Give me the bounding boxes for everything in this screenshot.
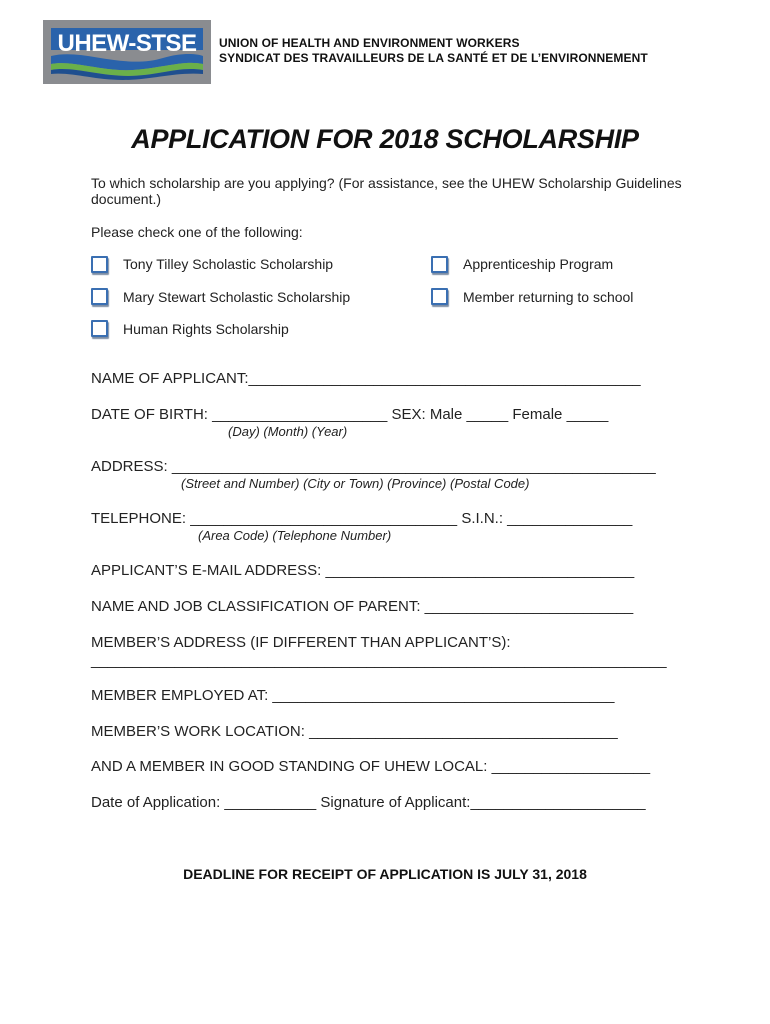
logo-wordmark: UHEW-STSE: [57, 30, 197, 57]
checkbox-mary-stewart[interactable]: [91, 288, 108, 305]
field-email[interactable]: APPLICANT’S E-MAIL ADDRESS: _____________________________________: [91, 562, 635, 579]
intro-line-1: To which scholarship are you applying? (For assistance, see the UHEW Scholarship Guidelines: [91, 175, 682, 191]
field-date-of-birth-sex[interactable]: DATE OF BIRTH: _____________________ SEX: Male _____ Female _____: [91, 406, 609, 423]
deadline-notice: DEADLINE FOR RECEIPT OF APPLICATION IS JULY 31, 2018: [183, 866, 587, 882]
option-label-apprenticeship: Apprenticeship Program: [463, 256, 614, 272]
check-prompt: Please check one of the following:: [91, 224, 303, 240]
option-label-human-rights: Human Rights Scholarship: [123, 321, 289, 337]
option-label-member-returning: Member returning to school: [463, 289, 634, 305]
checkbox-member-returning[interactable]: [431, 288, 448, 305]
field-member-employed-at[interactable]: MEMBER EMPLOYED AT: _________________________________________: [91, 687, 615, 704]
field-member-work-location[interactable]: MEMBER’S WORK LOCATION: _____________________________________: [91, 723, 618, 740]
hint-address: (Street and Number) (City or Town) (Province) (Postal Code): [181, 476, 530, 491]
org-name-french: SYNDICAT DES TRAVAILLEURS DE LA SANTÉ ET DE L’ENVIRONNEMENT: [219, 51, 648, 65]
option-label-tony-tilley: Tony Tilley Scholastic Scholarship: [123, 256, 334, 272]
org-name-english: UNION OF HEALTH AND ENVIRONMENT WORKERS: [219, 36, 520, 50]
checkbox-tony-tilley[interactable]: [91, 256, 108, 273]
field-address[interactable]: ADDRESS: __________________________________________________________: [91, 458, 656, 475]
page-title: APPLICATION FOR 2018 SCHOLARSHIP: [131, 124, 639, 154]
field-member-address-label: MEMBER’S ADDRESS (IF DIFFERENT THAN APPLICANT’S):: [91, 634, 511, 651]
hint-telephone: (Area Code) (Telephone Number): [198, 528, 392, 543]
intro-line-2: document.): [91, 191, 162, 207]
uhew-logo: [43, 20, 211, 84]
field-date-and-signature[interactable]: Date of Application: ___________ Signature of Applicant:_____________________: [91, 794, 646, 811]
field-telephone-sin[interactable]: TELEPHONE: ________________________________ S.I.N.: _______________: [91, 510, 633, 527]
field-good-standing-local[interactable]: AND A MEMBER IN GOOD STANDING OF UHEW LOCAL: ___________________: [91, 758, 651, 775]
field-member-address-line[interactable]: _____________________________________________________________________: [91, 652, 667, 669]
checkbox-human-rights[interactable]: [91, 320, 108, 337]
option-label-mary-stewart: Mary Stewart Scholastic Scholarship: [123, 289, 351, 305]
field-parent-classification[interactable]: NAME AND JOB CLASSIFICATION OF PARENT: _________________________: [91, 598, 634, 615]
hint-date-of-birth: (Day) (Month) (Year): [228, 424, 348, 439]
checkbox-apprenticeship[interactable]: [431, 256, 448, 273]
field-applicant-name[interactable]: NAME OF APPLICANT:_______________________________________________: [91, 370, 641, 387]
